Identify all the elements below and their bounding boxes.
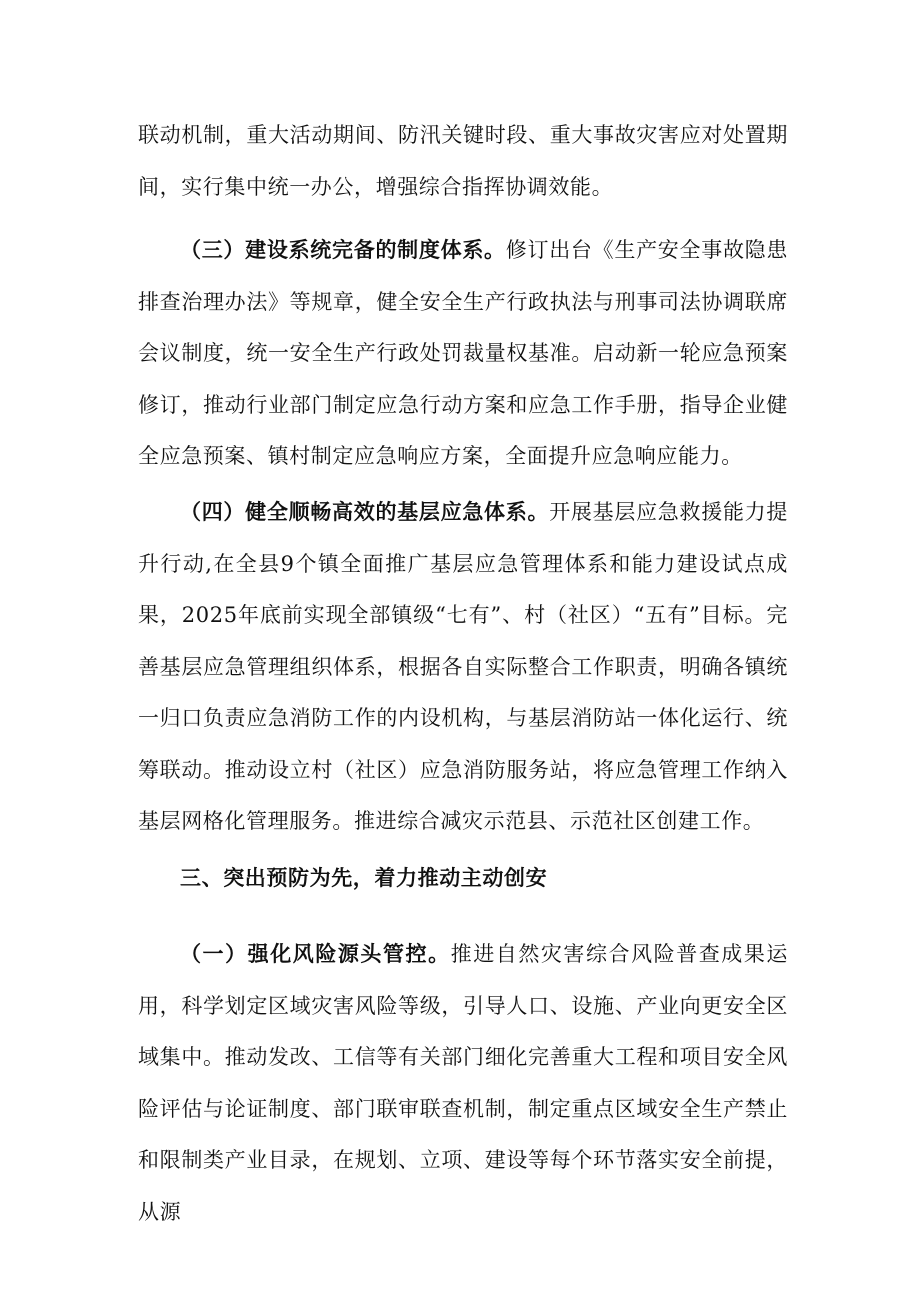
paragraph-text: 联动机制，重大活动期间、防汛关键时段、重大事故灾害应对处置期间，实行集中统一办公，增强综合指挥协调效能。 xyxy=(138,123,788,199)
paragraph-continuation xyxy=(138,110,788,213)
paragraph-lead: （四）健全顺畅高效的基层应急体系。 xyxy=(180,499,550,524)
paragraph-lead: （一）强化风险源头管控。 xyxy=(180,941,451,966)
paragraph-section-4 xyxy=(138,486,788,848)
paragraph-body: 开展基层应急救援能力提升行动,在全县9个镇全面推广基层应急管理体系和能力建设试点成果，2025年底前实现全部镇级“七有”、村（社区）“五有”目标。完善基层应急管理组织体系，根据各自实际整合工作职责，明确各镇统一归口负责应急消防工作的内设机构，与基层消防站一体化运行、统筹联动。推动设立村（社区）应急消防服务站，将应急管理工作纳入基层网格化管理服务。推进综合减灾示范县、示范社区创建工作。 xyxy=(138,500,788,833)
paragraph-lead: （三）建设系统完备的制度体系。 xyxy=(180,237,506,262)
paragraph-body: 推进自然灾害综合风险普查成果运用，科学划定区域灾害风险等级，引导人口、设施、产业向更安全区域集中。推动发改、工信等有关部门细化完善重大工程和项目安全风险评估与论证制度、部门联审联查机制，制定重点区域安全生产禁止和限制类产业目录，在规划、立项、建设等每个环节落实安全前提，从源 xyxy=(138,942,789,1224)
paragraph-body: 修订出台《生产安全事故隐患排查治理办法》等规章，健全安全生产行政执法与刑事司法协调联席会议制度，统一安全生产行政处罚裁量权基准。启动新一轮应急预案修订，推动行业部门制定应急行动方案和应急工作手册，指导企业健全应急预案、镇村制定应急响应方案，全面提升应急响应能力。 xyxy=(138,238,788,468)
section-heading: 三、突出预防为先，着力推动主动创安 xyxy=(180,865,548,890)
paragraph-section-3 xyxy=(138,224,788,483)
paragraph-section-a xyxy=(138,928,788,1238)
